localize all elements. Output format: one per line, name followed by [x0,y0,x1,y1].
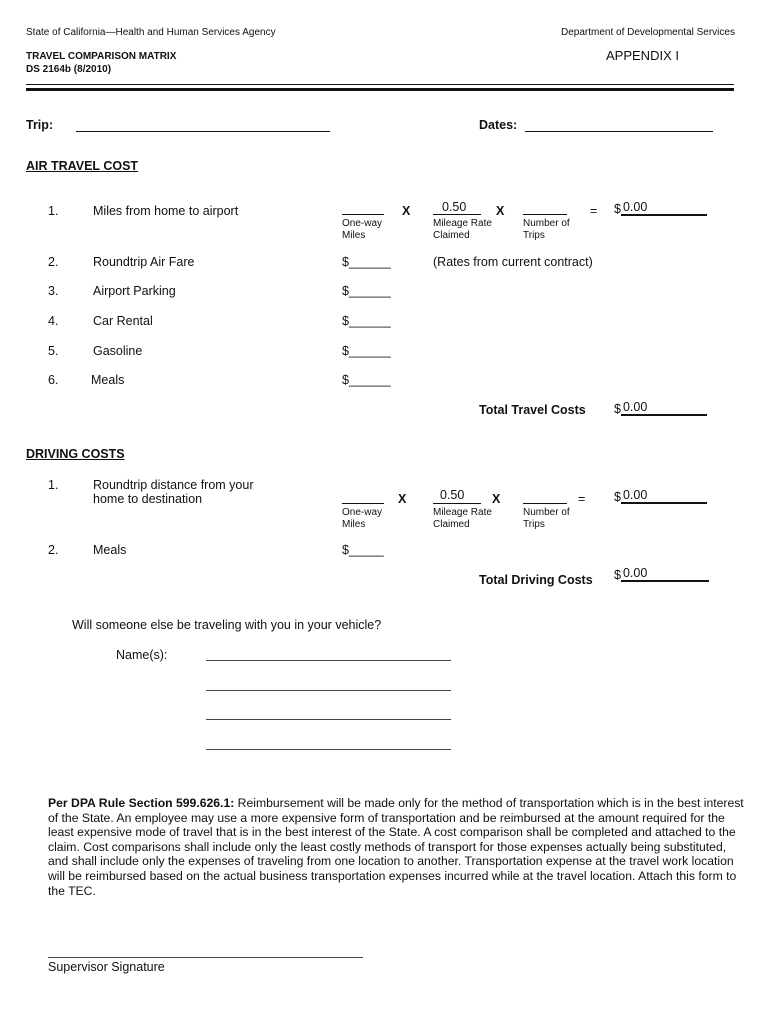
air-multiply-sign: X [496,204,505,218]
air-line1-total [614,200,707,216]
air-fare-field[interactable] [342,255,391,269]
department-name: Department of Developmental Services [561,27,735,38]
air-item-number: 3. [48,284,59,298]
driving-item-number: 1. [48,478,59,492]
currency-symbol: $ [614,568,621,582]
air-mileage-rate-line [433,214,481,215]
total-travel-costs-label: Total Travel Costs [479,403,586,417]
air-number-of-trips-field[interactable] [523,214,567,215]
air-item-number: 4. [48,314,59,328]
air-claimed-label: Claimed [433,230,470,241]
total-travel-costs [614,400,707,416]
dpa-rule-text: Reimbursement will be made only for the method of transportation which is in the best interest of the State. An employee may use a more expensive form of transportation and be reimbursed at the amount required for the least expensive mode of travel that is in the best interest of the State. A cost comparison shall be completed and attached to the claim. Cost comparisons shall include only the least costly methods of transport for those expenses actually being substituted, and shall include only the expenses of traveling from one location to another. Transportation expense at the travel work location will be reimbursed based on the actual business transportation expenses incurred while at the travel location. Attach this form to the TEC. [48,796,744,898]
airport-parking-field[interactable] [342,284,391,298]
currency-symbol: $ [342,373,349,387]
driving-mileage-rate-value[interactable]: 0.50 [440,488,465,502]
passenger-name-field[interactable] [206,660,451,661]
currency-symbol: $ [342,543,349,557]
air-travel-section-title: AIR TRAVEL COST [26,159,139,173]
appendix-label: APPENDIX I [606,48,679,63]
driving-item-label: home to destination [93,492,203,506]
air-item-label: Car Rental [93,314,153,328]
agency-name: State of California—Health and Human Services Agency [26,27,276,38]
currency-symbol: $ [342,314,349,328]
dpa-rule-heading: Per DPA Rule Section 599.626.1: [48,796,235,810]
driving-number-of-label: Number of [523,507,570,518]
driving-item-label: Meals [93,543,127,557]
air-oneway-miles-field[interactable] [342,214,384,215]
driving-number-of-trips-field[interactable] [523,503,567,504]
blank-field: ______ [348,255,391,269]
driving-item-number: 2. [48,543,59,557]
air-item-number: 2. [48,255,59,269]
driving-item-label: Roundtrip distance from your [93,478,254,492]
names-label: Name(s): [116,648,168,662]
supervisor-signature-label: Supervisor Signature [48,960,165,974]
driving-mileage-rate-line [433,503,481,504]
passenger-name-field[interactable] [206,719,451,720]
dates-field[interactable] [525,131,713,132]
driving-trips-label: Trips [523,519,545,530]
driving-oneway-label: One-way [342,507,383,518]
trip-label: Trip: [26,118,54,132]
air-item-number: 6. [48,373,59,387]
driving-miles-label: Miles [342,519,366,530]
currency-symbol: $ [614,202,621,216]
air-item-label: Meals [91,373,125,387]
air-meals-field[interactable] [342,373,391,387]
blank-field: ______ [348,373,391,387]
air-item-number: 1. [48,204,59,218]
currency-symbol: $ [342,255,349,269]
total-travel-costs-value[interactable]: 0.00 [621,400,707,416]
driving-line1-total-value[interactable]: 0.00 [621,488,707,504]
driving-costs-section-title: DRIVING COSTS [26,447,125,461]
passenger-name-field[interactable] [206,749,451,750]
air-number-of-label: Number of [523,218,570,229]
passenger-name-field[interactable] [206,690,451,691]
air-oneway-label: One-way [342,218,383,229]
driving-oneway-miles-field[interactable] [342,503,384,504]
currency-symbol: $ [614,490,621,504]
blank-field: ______ [348,344,391,358]
rates-note: (Rates from current contract) [433,255,593,269]
air-mileage-rate-value[interactable]: 0.50 [442,200,467,214]
driving-multiply-sign: X [398,492,407,506]
blank-field: ______ [348,314,391,328]
total-driving-costs-label: Total Driving Costs [479,573,593,587]
currency-symbol: $ [614,402,621,416]
currency-symbol: $ [342,344,349,358]
air-line1-total-value[interactable]: 0.00 [621,200,707,216]
form-number: DS 2164b (8/2010) [26,64,112,75]
driving-claimed-label: Claimed [433,519,470,530]
driving-line1-total [614,488,707,504]
air-equals-sign: = [590,204,598,218]
header-rule-thick [26,88,734,91]
blank-field: ______ [348,284,391,298]
total-driving-costs [614,566,709,582]
trip-field[interactable] [76,131,330,132]
dates-label: Dates: [479,118,518,132]
air-item-label: Gasoline [93,344,143,358]
header-rule-thin [26,84,734,85]
driving-meals-field[interactable] [342,543,384,557]
gasoline-field[interactable] [342,344,391,358]
air-item-label: Roundtrip Air Fare [93,255,195,269]
passenger-question: Will someone else be traveling with you in your vehicle? [72,618,382,632]
total-driving-costs-value[interactable]: 0.00 [621,566,709,582]
air-item-label: Miles from home to airport [93,204,239,218]
driving-equals-sign: = [578,492,586,506]
blank-field: _____ [348,543,384,557]
air-mileage-rate-label: Mileage Rate [433,218,492,229]
dpa-rule-paragraph [48,796,748,898]
car-rental-field[interactable] [342,314,391,328]
air-item-number: 5. [48,344,59,358]
supervisor-signature-field[interactable] [48,957,363,958]
air-item-label: Airport Parking [93,284,176,298]
driving-mileage-rate-label: Mileage Rate [433,507,492,518]
form-title: TRAVEL COMPARISON MATRIX [26,51,177,62]
currency-symbol: $ [342,284,349,298]
air-trips-label: Trips [523,230,545,241]
driving-multiply-sign: X [492,492,501,506]
air-miles-label: Miles [342,230,366,241]
air-multiply-sign: X [402,204,411,218]
